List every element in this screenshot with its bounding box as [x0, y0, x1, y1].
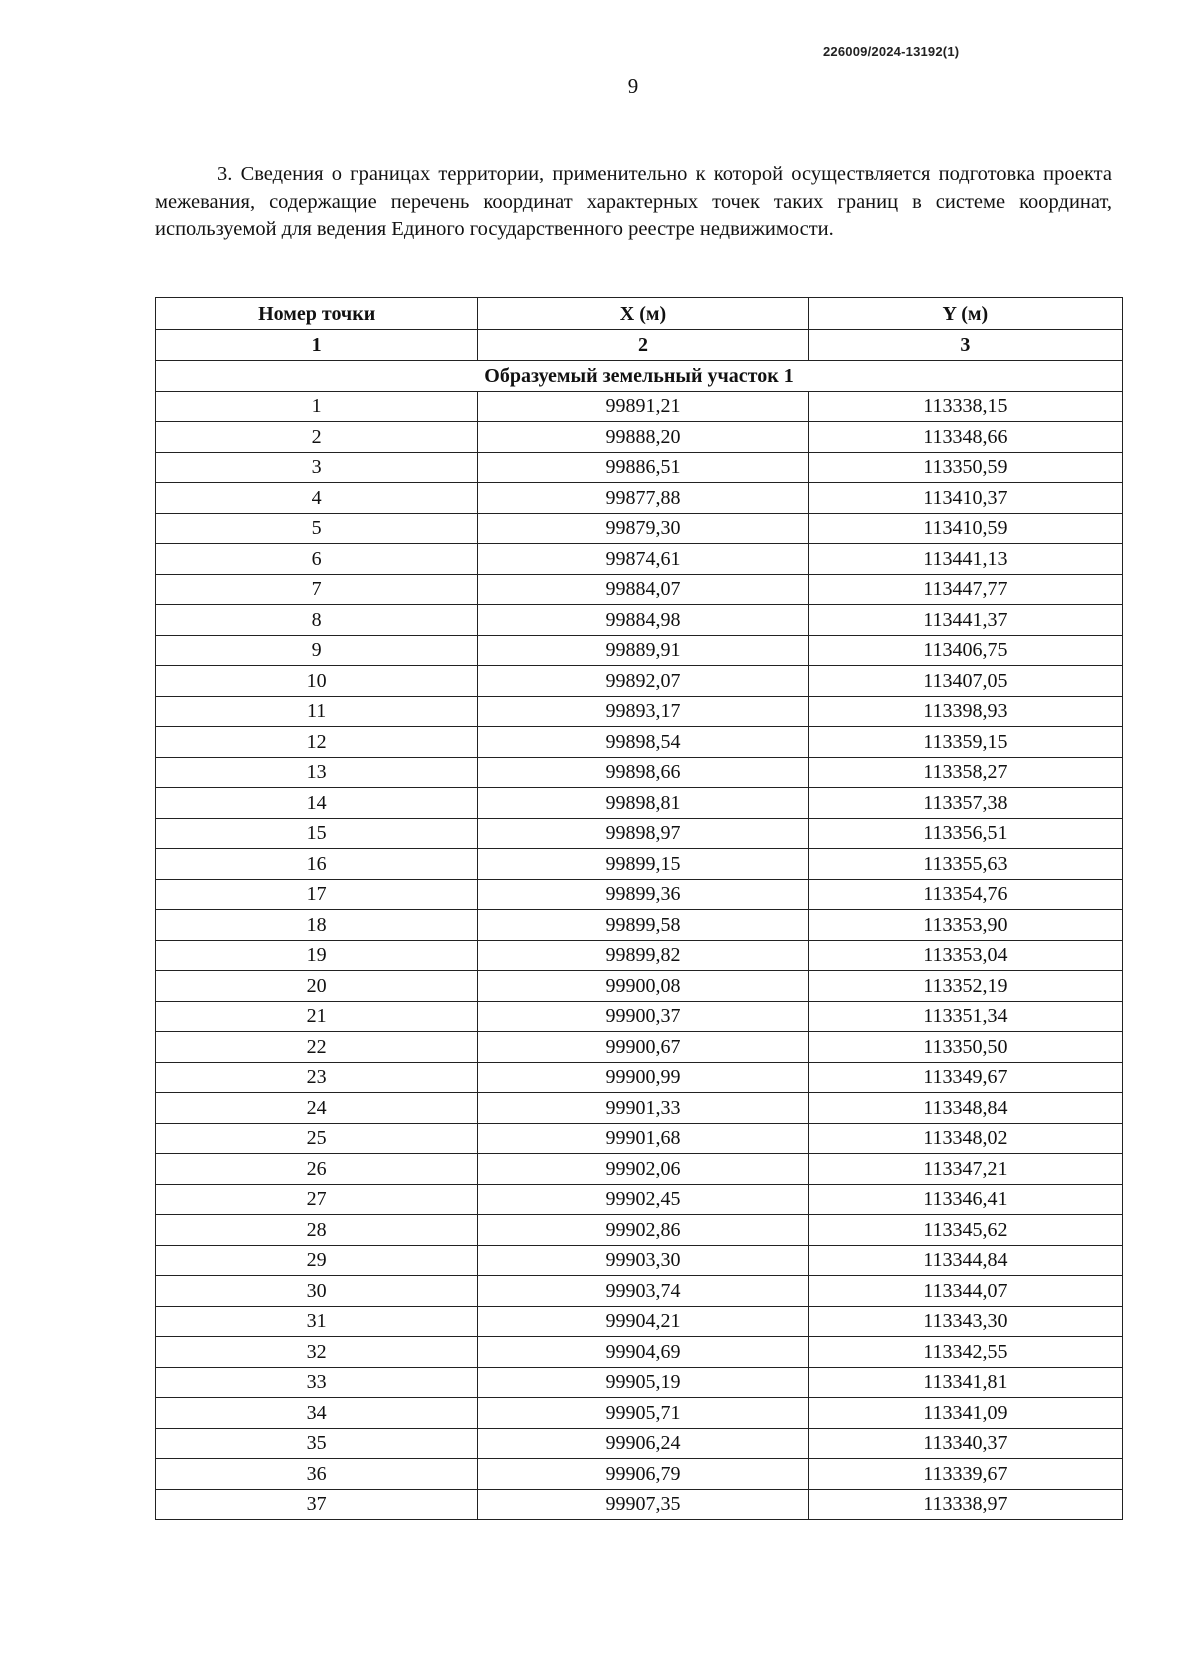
- x-coordinate-cell: 99906,79: [478, 1459, 808, 1490]
- table-row: [156, 757, 1123, 788]
- column-number: 3: [808, 330, 1122, 361]
- table-row: [156, 818, 1123, 849]
- x-coordinate-cell: 99902,06: [478, 1154, 808, 1185]
- y-coordinate-cell: 113356,51: [808, 818, 1122, 849]
- y-coordinate-cell: 113358,27: [808, 757, 1122, 788]
- point-number-cell: 2: [156, 422, 478, 453]
- point-number-cell: 22: [156, 1032, 478, 1063]
- table-row: [156, 1123, 1123, 1154]
- document-number: 226009/2024-13192(1): [823, 44, 960, 59]
- point-number-cell: 14: [156, 788, 478, 819]
- page-number: 9: [627, 74, 639, 98]
- x-coordinate-cell: 99898,54: [478, 727, 808, 758]
- x-coordinate-cell: 99900,37: [478, 1001, 808, 1032]
- table-row: [156, 1032, 1123, 1063]
- point-number-cell: 29: [156, 1245, 478, 1276]
- point-number-cell: 12: [156, 727, 478, 758]
- table-row: [156, 1489, 1123, 1520]
- x-coordinate-cell: 99889,91: [478, 635, 808, 666]
- table-row: [156, 452, 1123, 483]
- section-title-row: [156, 360, 1123, 391]
- x-coordinate-cell: 99902,86: [478, 1215, 808, 1246]
- x-coordinate-cell: 99899,15: [478, 849, 808, 880]
- x-coordinate-cell: 99905,19: [478, 1367, 808, 1398]
- point-number-cell: 23: [156, 1062, 478, 1093]
- table-row: [156, 910, 1123, 941]
- column-number: 1: [156, 330, 478, 361]
- table-row: [156, 1276, 1123, 1307]
- y-coordinate-cell: 113353,04: [808, 940, 1122, 971]
- table-row: [156, 849, 1123, 880]
- table-row: [156, 422, 1123, 453]
- y-coordinate-cell: 113441,37: [808, 605, 1122, 636]
- table-row: [156, 1184, 1123, 1215]
- x-coordinate-cell: 99899,82: [478, 940, 808, 971]
- x-coordinate-cell: 99904,69: [478, 1337, 808, 1368]
- x-coordinate-cell: 99904,21: [478, 1306, 808, 1337]
- point-number-cell: 26: [156, 1154, 478, 1185]
- coordinates-table: [155, 297, 1123, 1520]
- table-row: [156, 1337, 1123, 1368]
- x-coordinate-cell: 99888,20: [478, 422, 808, 453]
- point-number-cell: 36: [156, 1459, 478, 1490]
- header-x: X (м): [478, 298, 808, 330]
- point-number-cell: 28: [156, 1215, 478, 1246]
- y-coordinate-cell: 113351,34: [808, 1001, 1122, 1032]
- point-number-cell: 6: [156, 544, 478, 575]
- table-row: [156, 1306, 1123, 1337]
- table-row: [156, 940, 1123, 971]
- point-number-cell: 35: [156, 1428, 478, 1459]
- point-number-cell: 37: [156, 1489, 478, 1520]
- y-coordinate-cell: 113406,75: [808, 635, 1122, 666]
- x-coordinate-cell: 99893,17: [478, 696, 808, 727]
- table-row: [156, 605, 1123, 636]
- y-coordinate-cell: 113355,63: [808, 849, 1122, 880]
- x-coordinate-cell: 99903,30: [478, 1245, 808, 1276]
- x-coordinate-cell: 99879,30: [478, 513, 808, 544]
- y-coordinate-cell: 113407,05: [808, 666, 1122, 697]
- x-coordinate-cell: 99905,71: [478, 1398, 808, 1429]
- point-number-cell: 25: [156, 1123, 478, 1154]
- table-row: [156, 483, 1123, 514]
- table-row: [156, 1154, 1123, 1185]
- y-coordinate-cell: 113441,13: [808, 544, 1122, 575]
- table-row: [156, 1459, 1123, 1490]
- x-coordinate-cell: 99899,36: [478, 879, 808, 910]
- point-number-cell: 5: [156, 513, 478, 544]
- header-point-number: Номер точки: [156, 298, 478, 330]
- point-number-cell: 7: [156, 574, 478, 605]
- y-coordinate-cell: 113348,02: [808, 1123, 1122, 1154]
- point-number-cell: 17: [156, 879, 478, 910]
- x-coordinate-cell: 99898,97: [478, 818, 808, 849]
- y-coordinate-cell: 113345,62: [808, 1215, 1122, 1246]
- point-number-cell: 32: [156, 1337, 478, 1368]
- point-number-cell: 21: [156, 1001, 478, 1032]
- x-coordinate-cell: 99900,99: [478, 1062, 808, 1093]
- x-coordinate-cell: 99907,35: [478, 1489, 808, 1520]
- y-coordinate-cell: 113343,30: [808, 1306, 1122, 1337]
- x-coordinate-cell: 99900,08: [478, 971, 808, 1002]
- table-row: [156, 1398, 1123, 1429]
- table-row: [156, 544, 1123, 575]
- x-coordinate-cell: 99892,07: [478, 666, 808, 697]
- table-row: [156, 879, 1123, 910]
- x-coordinate-cell: 99903,74: [478, 1276, 808, 1307]
- y-coordinate-cell: 113348,66: [808, 422, 1122, 453]
- y-coordinate-cell: 113344,84: [808, 1245, 1122, 1276]
- point-number-cell: 1: [156, 391, 478, 422]
- y-coordinate-cell: 113344,07: [808, 1276, 1122, 1307]
- table-row: [156, 1428, 1123, 1459]
- table-row: [156, 513, 1123, 544]
- column-number-row: [156, 330, 1123, 361]
- x-coordinate-cell: 99899,58: [478, 910, 808, 941]
- y-coordinate-cell: 113410,37: [808, 483, 1122, 514]
- x-coordinate-cell: 99901,68: [478, 1123, 808, 1154]
- point-number-cell: 34: [156, 1398, 478, 1429]
- table-row: [156, 1367, 1123, 1398]
- table-row: [156, 635, 1123, 666]
- x-coordinate-cell: 99886,51: [478, 452, 808, 483]
- table-row: [156, 666, 1123, 697]
- point-number-cell: 16: [156, 849, 478, 880]
- point-number-cell: 31: [156, 1306, 478, 1337]
- point-number-cell: 33: [156, 1367, 478, 1398]
- point-number-cell: 24: [156, 1093, 478, 1124]
- table-row: [156, 1062, 1123, 1093]
- table-row: [156, 1093, 1123, 1124]
- y-coordinate-cell: 113341,81: [808, 1367, 1122, 1398]
- y-coordinate-cell: 113350,50: [808, 1032, 1122, 1063]
- y-coordinate-cell: 113339,67: [808, 1459, 1122, 1490]
- point-number-cell: 27: [156, 1184, 478, 1215]
- point-number-cell: 3: [156, 452, 478, 483]
- x-coordinate-cell: 99898,66: [478, 757, 808, 788]
- point-number-cell: 10: [156, 666, 478, 697]
- y-coordinate-cell: 113349,67: [808, 1062, 1122, 1093]
- table-row: [156, 391, 1123, 422]
- table-row: [156, 788, 1123, 819]
- y-coordinate-cell: 113353,90: [808, 910, 1122, 941]
- y-coordinate-cell: 113346,41: [808, 1184, 1122, 1215]
- column-number: 2: [478, 330, 808, 361]
- point-number-cell: 4: [156, 483, 478, 514]
- y-coordinate-cell: 113410,59: [808, 513, 1122, 544]
- point-number-cell: 19: [156, 940, 478, 971]
- y-coordinate-cell: 113342,55: [808, 1337, 1122, 1368]
- section-paragraph: 3. Сведения о границах территории, применительно к которой осуществляется подготовка проекта межевания, содержащие перечень координат характерных точек таких границ в системе координат, используемой для ведения Единого государственного реестре недвижимости.: [155, 163, 1112, 240]
- y-coordinate-cell: 113340,37: [808, 1428, 1122, 1459]
- x-coordinate-cell: 99877,88: [478, 483, 808, 514]
- table-row: [156, 971, 1123, 1002]
- y-coordinate-cell: 113354,76: [808, 879, 1122, 910]
- point-number-cell: 30: [156, 1276, 478, 1307]
- table-row: [156, 574, 1123, 605]
- y-coordinate-cell: 113357,38: [808, 788, 1122, 819]
- point-number-cell: 15: [156, 818, 478, 849]
- y-coordinate-cell: 113338,15: [808, 391, 1122, 422]
- x-coordinate-cell: 99891,21: [478, 391, 808, 422]
- x-coordinate-cell: 99898,81: [478, 788, 808, 819]
- x-coordinate-cell: 99906,24: [478, 1428, 808, 1459]
- table-row: [156, 1245, 1123, 1276]
- y-coordinate-cell: 113352,19: [808, 971, 1122, 1002]
- header-y: Y (м): [808, 298, 1122, 330]
- y-coordinate-cell: 113350,59: [808, 452, 1122, 483]
- table-header-row: [156, 298, 1123, 330]
- point-number-cell: 18: [156, 910, 478, 941]
- point-number-cell: 20: [156, 971, 478, 1002]
- y-coordinate-cell: 113338,97: [808, 1489, 1122, 1520]
- point-number-cell: 11: [156, 696, 478, 727]
- y-coordinate-cell: 113348,84: [808, 1093, 1122, 1124]
- table-row: [156, 1215, 1123, 1246]
- y-coordinate-cell: 113359,15: [808, 727, 1122, 758]
- y-coordinate-cell: 113347,21: [808, 1154, 1122, 1185]
- point-number-cell: 9: [156, 635, 478, 666]
- y-coordinate-cell: 113341,09: [808, 1398, 1122, 1429]
- y-coordinate-cell: 113398,93: [808, 696, 1122, 727]
- x-coordinate-cell: 99884,07: [478, 574, 808, 605]
- table-row: [156, 1001, 1123, 1032]
- table-row: [156, 696, 1123, 727]
- x-coordinate-cell: 99901,33: [478, 1093, 808, 1124]
- table-row: [156, 727, 1123, 758]
- x-coordinate-cell: 99902,45: [478, 1184, 808, 1215]
- section-title: Образуемый земельный участок 1: [156, 360, 1123, 391]
- x-coordinate-cell: 99900,67: [478, 1032, 808, 1063]
- y-coordinate-cell: 113447,77: [808, 574, 1122, 605]
- x-coordinate-cell: 99884,98: [478, 605, 808, 636]
- x-coordinate-cell: 99874,61: [478, 544, 808, 575]
- point-number-cell: 8: [156, 605, 478, 636]
- point-number-cell: 13: [156, 757, 478, 788]
